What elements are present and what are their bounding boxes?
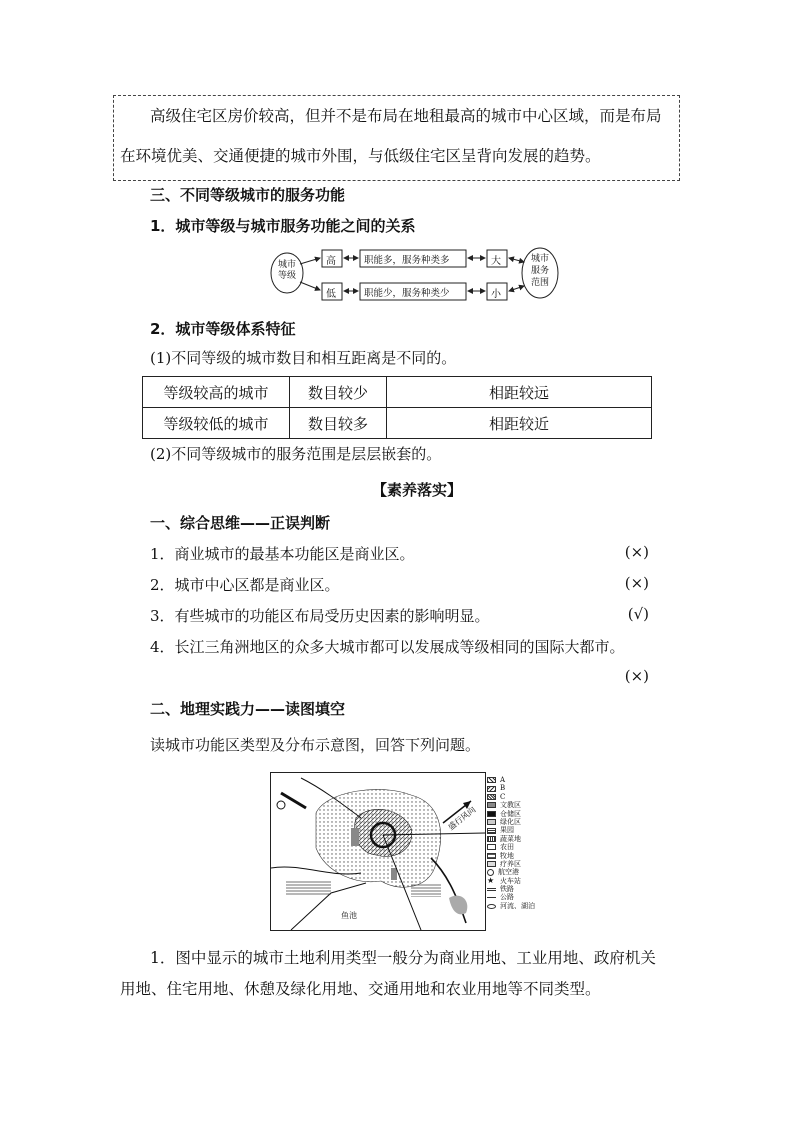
legend-item: 农田 bbox=[487, 843, 535, 851]
intro-box bbox=[113, 95, 680, 181]
table-cell: 等级较高的城市 bbox=[143, 377, 290, 408]
part2-title: 二、地理实践力——读图填空 bbox=[150, 700, 346, 718]
paragraph-2: (2)不同等级城市的服务范围是层层嵌套的。 bbox=[150, 445, 442, 463]
judgment-mark-1: (×) bbox=[624, 543, 649, 561]
table-cell: 相距较近 bbox=[387, 408, 652, 439]
diagram-small: 小 bbox=[491, 289, 501, 300]
part1-title: 一、综合思维——正误判断 bbox=[150, 514, 331, 532]
legend-item: 绿化区 bbox=[487, 818, 535, 826]
judgment-item-4: 4．长江三角洲地区的众多大城市都可以发展成等级相同的国际大都市。 bbox=[150, 638, 625, 656]
table-cell: 相距较远 bbox=[387, 377, 652, 408]
legend-item: 航空港 bbox=[487, 868, 535, 876]
legend-item: 铁路 bbox=[487, 885, 535, 893]
legend-item: 果园 bbox=[487, 826, 535, 834]
diagram-low: 低 bbox=[326, 289, 336, 300]
section-title: 三、不同等级城市的服务功能 bbox=[150, 186, 346, 204]
diagram-large: 大 bbox=[491, 256, 501, 267]
table-row bbox=[143, 377, 652, 408]
intro-line-1: 高级住宅区房价较高，但并不是布局在地租最高的城市中心区域，而是布局 bbox=[150, 107, 662, 125]
diagram-service-range: 城市服务范围 bbox=[530, 254, 549, 288]
map-instruction: 读城市功能区类型及分布示意图，回答下列问题。 bbox=[150, 736, 481, 754]
diagram-more-functions: 职能多，服务种类多 bbox=[364, 255, 450, 266]
subheading-1: 1．城市等级与城市服务功能之间的关系 bbox=[150, 217, 416, 235]
legend-item: 蔬菜地 bbox=[487, 835, 535, 843]
city-level-table bbox=[142, 376, 652, 439]
judgment-mark-4: (×) bbox=[624, 667, 649, 685]
judgment-item-3: 3．有些城市的功能区布局受历史因素的影响明显。 bbox=[150, 607, 490, 625]
question-1-line-1: 1．图中显示的城市土地利用类型一般分为商业用地、工业用地、政府机关 bbox=[150, 949, 656, 967]
table-cell: 数目较少 bbox=[290, 377, 387, 408]
subheading-2: 2．城市等级体系特征 bbox=[150, 320, 296, 338]
diagram-fewer-functions: 职能少，服务种类少 bbox=[364, 288, 450, 299]
map-legend bbox=[487, 776, 535, 910]
judgment-item-1: 1．商业城市的最基本功能区是商业区。 bbox=[150, 545, 415, 563]
legend-item: ★ 火车站 bbox=[487, 875, 521, 885]
legend-item: 疗养区 bbox=[487, 860, 535, 868]
pond-label: 鱼池 bbox=[341, 911, 357, 920]
city-level-diagram bbox=[270, 244, 560, 302]
star-icon: ★ bbox=[487, 875, 495, 885]
table-cell: 等级较低的城市 bbox=[143, 408, 290, 439]
legend-item: 仓储区 bbox=[487, 810, 535, 818]
paragraph-1: (1)不同等级的城市数目和相互距离是不同的。 bbox=[150, 349, 457, 367]
legend-item: C bbox=[487, 793, 535, 801]
question-1-line-2: 用地、住宅用地、休憩及绿化用地、交通用地和农业用地等不同类型。 bbox=[120, 980, 601, 998]
judgment-mark-3: (√) bbox=[627, 605, 649, 623]
table-cell: 数目较多 bbox=[290, 408, 387, 439]
legend-item: 文教区 bbox=[487, 801, 535, 809]
wind-direction-label: 盛行风向 bbox=[446, 805, 478, 832]
judgment-mark-2: (×) bbox=[624, 574, 649, 592]
diagram-high: 高 bbox=[326, 256, 336, 267]
legend-item: 公路 bbox=[487, 893, 535, 901]
legend-item: 牧地 bbox=[487, 852, 535, 860]
city-function-map bbox=[270, 772, 486, 931]
judgment-item-2: 2．城市中心区都是商业区。 bbox=[150, 576, 340, 594]
intro-line-2: 在环境优美、交通便捷的城市外围，与低级住宅区呈背向发展的趋势。 bbox=[120, 147, 601, 165]
literacy-title: 【素养落实】 bbox=[372, 481, 463, 499]
legend-item: A bbox=[487, 776, 535, 784]
diagram-city-level: 城市等级 bbox=[277, 260, 296, 281]
table-row bbox=[143, 408, 652, 439]
legend-item: 河流、湖泊 bbox=[487, 902, 535, 910]
legend-item: B bbox=[487, 784, 535, 792]
